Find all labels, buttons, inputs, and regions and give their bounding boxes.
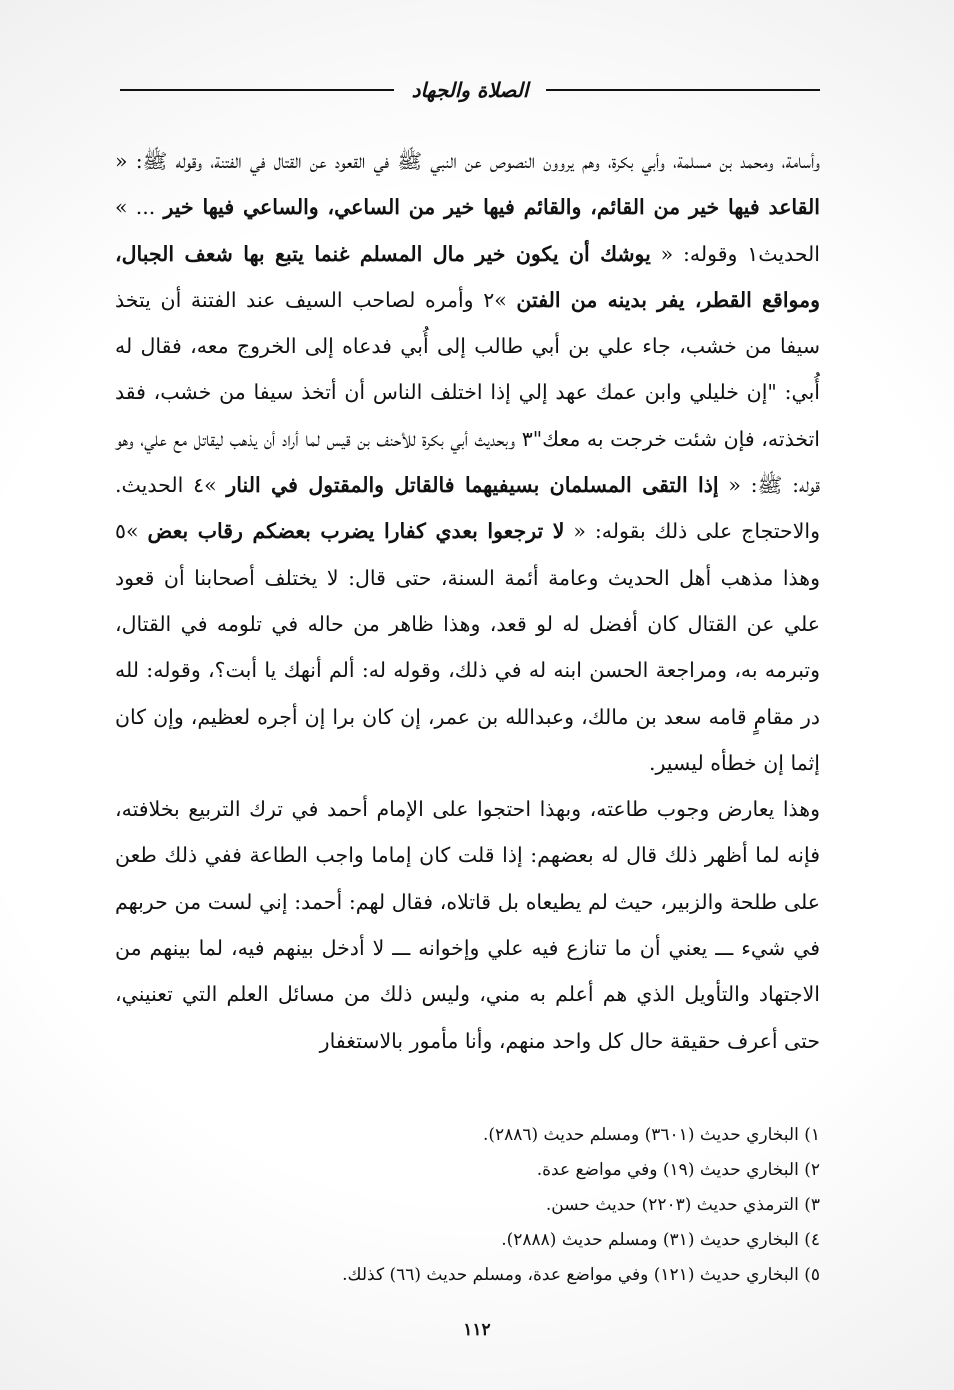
footnote-1: ١) البخاري حديث (٣٦٠١) ومسلم حديث (٢٨٨٦).: [482, 1125, 820, 1145]
footnotes: [120, 1118, 820, 1293]
body-text: [115, 138, 820, 1064]
header-title: الصلاة والجهاد: [411, 78, 529, 102]
text-segment: »٢ وأمره لصاحب السيف عند الفتنة أن يتخذ سيفا من خشب، جاء علي بن أبي طالب إلى أُبي فدعاه إلى الخروج معه، فقال له أُبي: "إن خليلي وابن عمك عهد إلي إذا اختلف الناس أن أتخذ سيفا من خشب، فقد اتخذته، فإن شئت خرجت به معك"٣ وبحديث أبي بكرة للأحنف بن قيس لما أراد أن يذهب ليقاتل مع علي، وهو قوله: ﷺ: «: [115, 287, 820, 498]
hadith-quote: يوشك أن يكون خير مال المسلم غنما يتبع بها شعف الجبال، ومواقع القطر، يفر بدينه من الفتن: [115, 241, 820, 312]
text-segment: »٤ الحديث. والاحتجاج على ذلك بقوله: «: [115, 473, 820, 544]
page-number: ١١٢: [463, 1320, 491, 1340]
hadith-quote: لا ترجعوا بعدي كفارا يضرب بعضكم رقاب بعض: [147, 519, 565, 544]
paragraph-1: [115, 138, 820, 786]
paragraph-2: وهذا يعارض وجوب طاعته، وبهذا احتجوا على الإمام أحمد في ترك التربيع بخلافته، فإنه لما أظهر ذلك قال له بعضهم: إذا قلت كان إماما واجب الطاعة ففي ذلك طعن على طلحة والزبير، حيث لم يطيعاه بل قاتلاه، فقال لهم: أحمد: إني لست من حربهم في شيء ـــ يعني أن ما تنازع فيه علي وإخوانه ـــ لا أدخل بينهم فيه، لما بينهم من الاجتهاد والتأويل الذي هم أعلم به مني، وليس ذلك من مسائل العلم التي تعنيني، حتى أعرف حقيقة حال كل واحد منهم، وأنا مأمور بالاستغفار: [115, 797, 820, 1053]
footnote-5: ٥) البخاري حديث (١٢١) وفي مواضع عدة، ومسلم حديث (٦٦) كذلك.: [342, 1265, 820, 1285]
running-header: [120, 70, 820, 110]
footnote-3: ٣) الترمذي حديث (٢٢٠٣) حديث حسن.: [545, 1195, 820, 1215]
hadith-quote: إذا التقى المسلمان بسيفيهما فالقاتل والمقتول في النار: [226, 473, 719, 498]
header-rule-left: [120, 89, 394, 91]
header-rule-right: [546, 89, 820, 91]
footnote-2: ٢) البخاري حديث (١٩) وفي مواضع عدة.: [536, 1160, 820, 1180]
text-segment: ... » الحديث١ وقوله: «: [115, 195, 820, 266]
hadith-quote: القاعد فيها خير من القائم، والقائم فيها خير من الساعي، والساعي فيها خير: [163, 195, 820, 220]
text-segment: »٥ وهذا مذهب أهل الحديث وعامة أئمة السنة، حتى قال: لا يختلف أصحابنا أن قعود علي عن القتال كان أفضل له لو قعد، وهذا ظاهر من حاله في تلومه في القتال، وتبرمه به، ومراجعة الحسن ابنه له في ذلك، وقوله له: ألم أنهك يا أبت؟، وقوله: لله در مقامٍ قامه سعد بن مالك، وعبدالله بن عمر، إن كان برا إن أجره لعظيم، وإن كان إثما إن خطأه ليسير.: [115, 519, 820, 775]
footnote-4: ٤) البخاري حديث (٣١) ومسلم حديث (٢٨٨٨).: [501, 1230, 820, 1250]
text-segment: وأسامة، ومحمد بن مسلمة، وأبي بكرة، وهم يروون النصوص عن النبي ﷺ في القعود عن القتال في الفتنة، وقوله ﷺ: «: [115, 149, 820, 173]
